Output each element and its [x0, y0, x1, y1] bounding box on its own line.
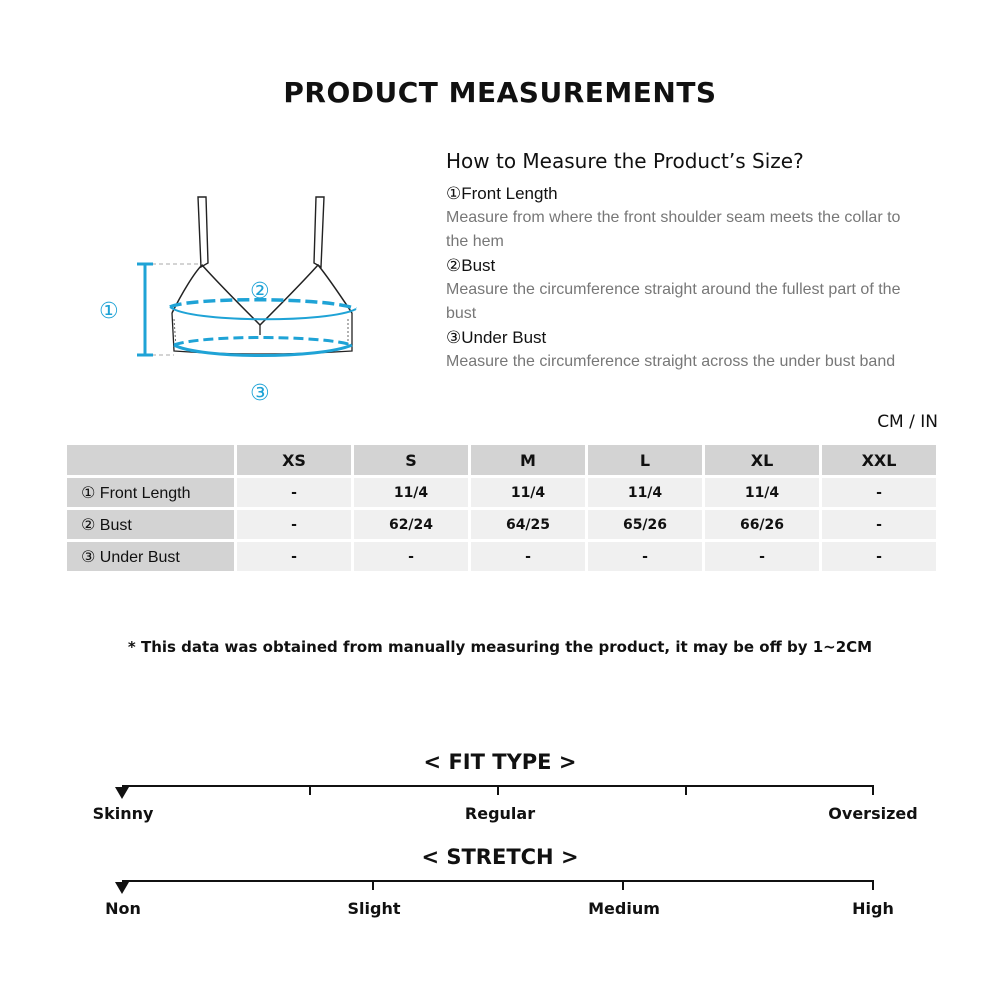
table-corner — [67, 445, 234, 475]
fit-type-tick — [309, 786, 311, 795]
measurement-note: * This data was obtained from manually measuring the product, it may be off by 1~2CM — [127, 638, 873, 656]
table-cell: 11/4 — [705, 478, 819, 507]
measure-description: Measure the circumference straight around the fullest part of the bust — [446, 281, 901, 322]
measure-bust — [446, 254, 926, 326]
unit-label: CM / IN — [877, 412, 938, 432]
stretch-tick — [622, 881, 624, 890]
left-strap — [198, 197, 208, 267]
table-cell: - — [471, 542, 585, 571]
table-cell: - — [237, 542, 351, 571]
stretch-label-slight: Slight — [347, 899, 401, 918]
fit-type-tick — [685, 786, 687, 795]
right-strap — [314, 197, 324, 267]
fit-type-label-oversized: Oversized — [828, 804, 918, 823]
size-header: XXL — [822, 445, 936, 475]
table-cell: 64/25 — [471, 510, 585, 539]
marker-bust: ② — [250, 278, 270, 303]
marker-front-length: ① — [99, 298, 119, 323]
measure-title: ②Bust — [446, 256, 496, 275]
table-cell: 11/4 — [588, 478, 702, 507]
measure-title: ①Front Length — [446, 184, 558, 203]
table-cell: 62/24 — [354, 510, 468, 539]
bra-measurement-diagram — [90, 185, 390, 415]
stretch-pointer-icon — [115, 882, 129, 894]
stretch-label-medium: Medium — [588, 899, 660, 918]
size-header: XS — [237, 445, 351, 475]
table-cell: - — [588, 542, 702, 571]
fit-type-label-skinny: Skinny — [92, 804, 154, 823]
fit-type-label-regular: Regular — [464, 804, 536, 823]
fit-type-pointer-icon — [115, 787, 129, 799]
measure-under-bust — [446, 326, 926, 374]
under-bust-line-front — [174, 338, 352, 346]
table-cell: 65/26 — [588, 510, 702, 539]
row-label: ① Front Length — [67, 478, 234, 507]
right-cup — [260, 265, 352, 325]
bust-line-back — [170, 307, 356, 319]
stretch-tick — [372, 881, 374, 890]
table-cell: - — [354, 542, 468, 571]
table-cell: - — [705, 542, 819, 571]
stretch-label-non: Non — [105, 899, 141, 918]
fit-type-tick — [872, 786, 874, 795]
row-label: ③ Under Bust — [67, 542, 234, 571]
table-cell: - — [237, 478, 351, 507]
stretch-scale-line — [122, 880, 874, 882]
table-row — [67, 478, 936, 507]
table-cell: 66/26 — [705, 510, 819, 539]
table-row — [67, 542, 936, 571]
row-label: ② Bust — [67, 510, 234, 539]
stretch-label-high: High — [852, 899, 894, 918]
left-seam — [174, 319, 176, 347]
fit-type-title: < FIT TYPE > — [423, 750, 577, 774]
table-cell: - — [237, 510, 351, 539]
size-header: M — [471, 445, 585, 475]
stretch-title: < STRETCH > — [421, 845, 579, 869]
size-header: S — [354, 445, 468, 475]
left-cup — [172, 265, 260, 325]
size-table — [64, 442, 939, 574]
size-header: L — [588, 445, 702, 475]
size-header: XL — [705, 445, 819, 475]
table-cell: - — [822, 542, 936, 571]
table-cell: 11/4 — [471, 478, 585, 507]
page-title: PRODUCT MEASUREMENTS — [283, 76, 717, 109]
table-header-row — [67, 445, 936, 475]
measure-description: Measure the circumference straight across the under bust band — [446, 353, 896, 370]
table-cell: 11/4 — [354, 478, 468, 507]
stretch-tick — [872, 881, 874, 890]
howto-heading: How to Measure the Product’s Size? — [446, 149, 804, 173]
table-cell: - — [822, 478, 936, 507]
fit-type-tick — [497, 786, 499, 795]
measure-front-length — [446, 182, 926, 254]
measure-title: ③Under Bust — [446, 328, 547, 347]
table-cell: - — [822, 510, 936, 539]
marker-under-bust: ③ — [250, 380, 270, 405]
measure-description: Measure from where the front shoulder seam meets the collar to the hem — [446, 209, 901, 250]
table-row — [67, 510, 936, 539]
